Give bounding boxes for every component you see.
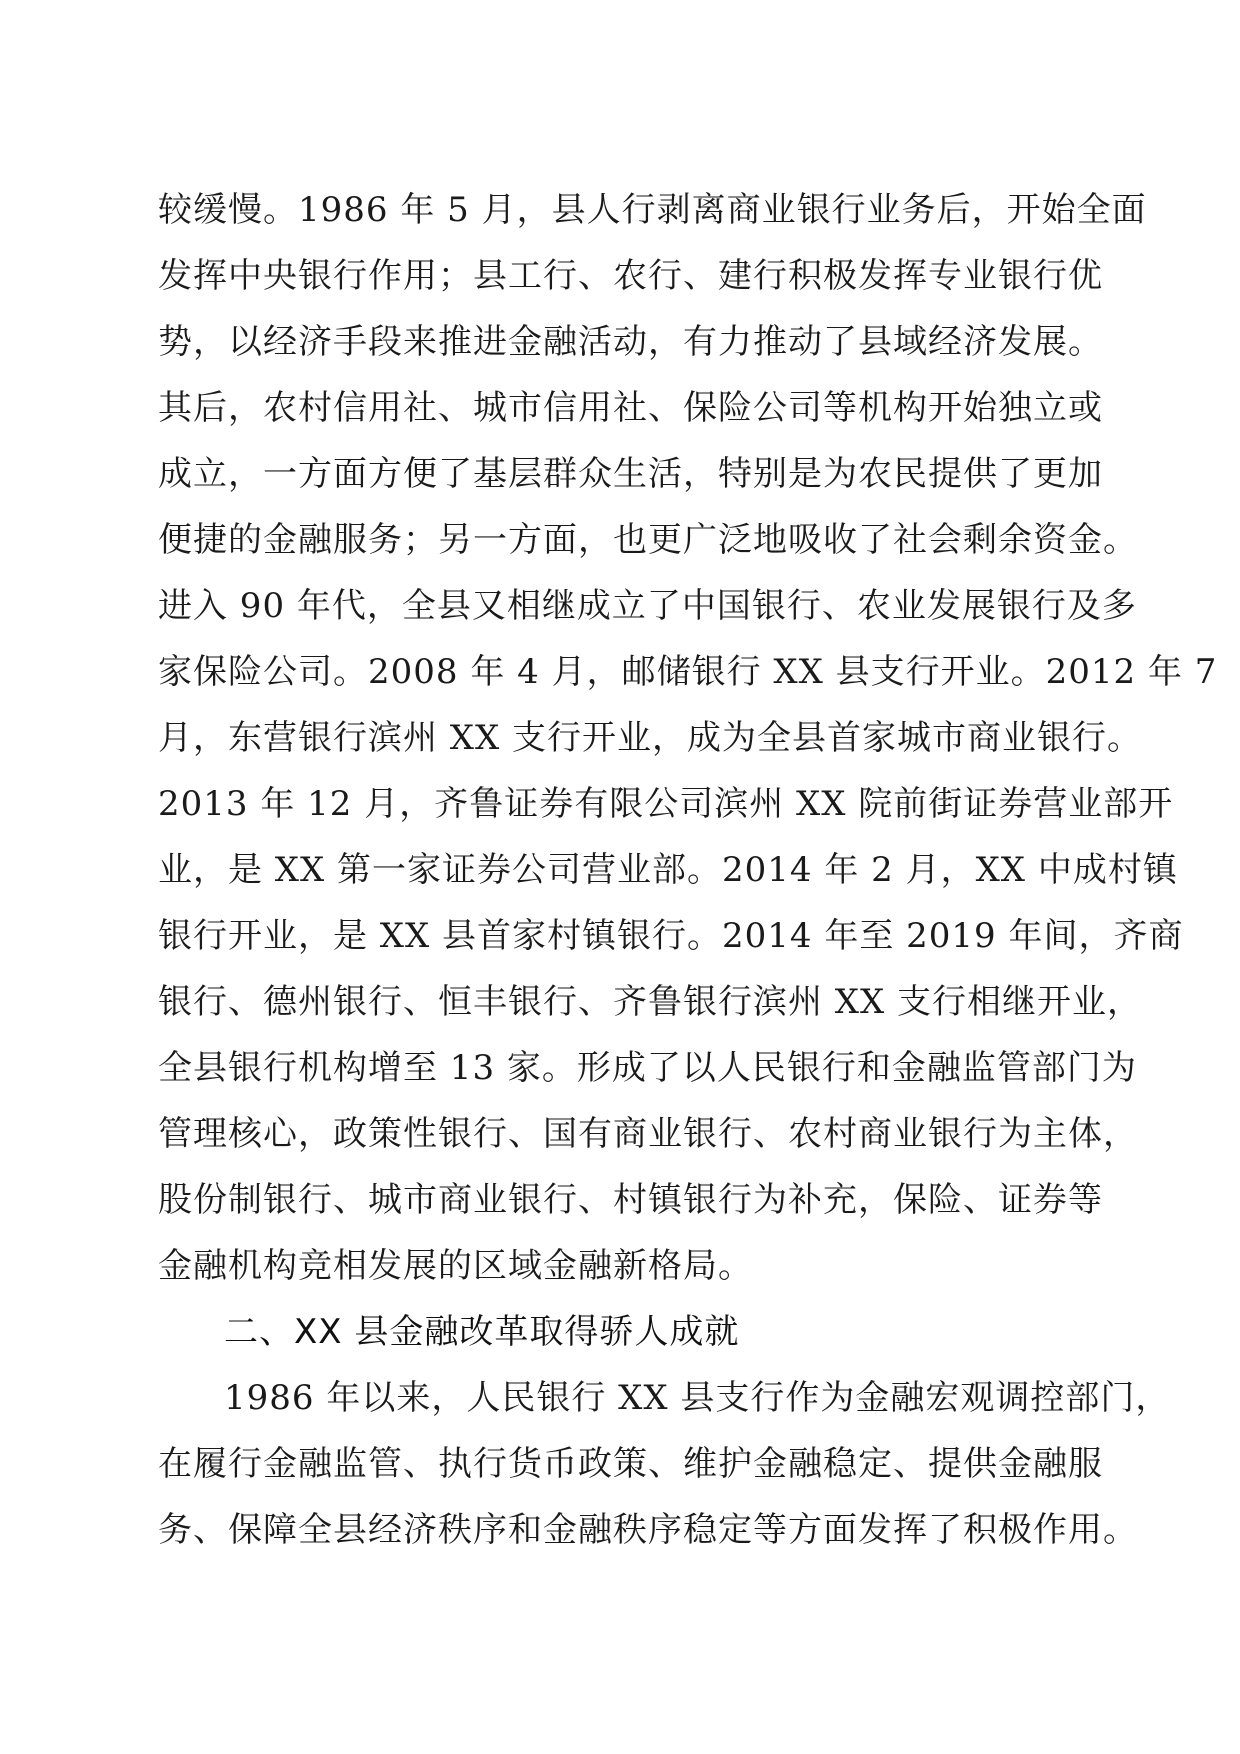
paragraph-1-line-2: 发挥中央银行作用；县工行、农行、建行积极发挥专业银行优	[158, 256, 1103, 296]
paragraph-1-line-14: 全县银行机构增至 13 家。形成了以人民银行和金融监管部门为	[158, 1048, 1137, 1088]
paragraph-2-line-2: 在履行金融监管、执行货币政策、维护金融稳定、提供金融服	[158, 1444, 1103, 1484]
paragraph-1-line-13: 银行、德州银行、恒丰银行、齐鲁银行滨州 XX 支行相继开业，	[158, 982, 1143, 1022]
paragraph-1-line-6: 便捷的金融服务；另一方面，也更广泛地吸收了社会剩余资金。	[158, 520, 1138, 560]
paragraph-1-line-10: 2013 年 12 月，齐鲁证券有限公司滨州 XX 院前街证券营业部开	[158, 784, 1174, 824]
paragraph-2-line-3: 务、保障全县经济秩序和金融秩序稳定等方面发挥了积极作用。	[158, 1510, 1138, 1550]
paragraph-2-line-1: 1986 年以来，人民银行 XX 县支行作为金融宏观调控部门，	[224, 1378, 1171, 1418]
paragraph-1-line-8: 家保险公司。2008 年 4 月，邮储银行 XX 县支行开业。2012 年 7	[158, 652, 1218, 692]
section-heading-2: 二、XX 县金融改革取得骄人成就	[224, 1312, 740, 1352]
paragraph-1-line-1: 较缓慢。1986 年 5 月，县人行剥离商业银行业务后，开始全面	[158, 190, 1147, 230]
paragraph-1-line-12: 银行开业，是 XX 县首家村镇银行。2014 年至 2019 年间，齐商	[158, 916, 1184, 956]
paragraph-1-line-16: 股份制银行、城市商业银行、村镇银行为补充，保险、证券等	[158, 1180, 1103, 1220]
paragraph-1-line-17: 金融机构竞相发展的区域金融新格局。	[158, 1246, 753, 1286]
paragraph-1-line-7: 进入 90 年代，全县又相继成立了中国银行、农业发展银行及多	[158, 586, 1137, 626]
paragraph-1-line-11: 业，是 XX 第一家证券公司营业部。2014 年 2 月，XX 中成村镇	[158, 850, 1178, 890]
paragraph-1-line-15: 管理核心，政策性银行、国有商业银行、农村商业银行为主体，	[158, 1114, 1138, 1154]
paragraph-1-line-9: 月，东营银行滨州 XX 支行开业，成为全县首家城市商业银行。	[158, 718, 1143, 758]
paragraph-1-line-4: 其后，农村信用社、城市信用社、保险公司等机构开始独立或	[158, 388, 1103, 428]
paragraph-1-line-3: 势，以经济手段来推进金融活动，有力推动了县域经济发展。	[158, 322, 1103, 362]
paragraph-1-line-5: 成立，一方面方便了基层群众生活，特别是为农民提供了更加	[158, 454, 1103, 494]
